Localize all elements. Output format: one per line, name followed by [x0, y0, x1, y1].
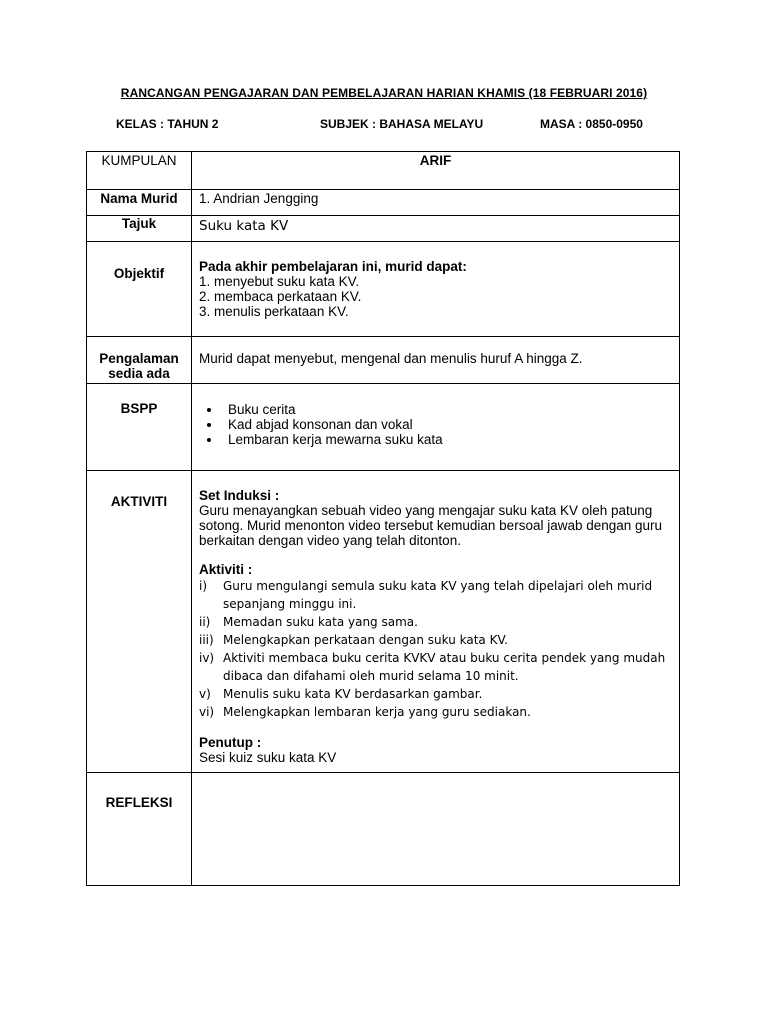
step-number: v) [199, 687, 211, 701]
step-text: Melengkapkan lembaran kerja yang guru sediakan. [223, 705, 531, 719]
kumpulan-label: KUMPULAN [87, 152, 192, 190]
step-text: Aktiviti membaca buku cerita KVKV atau buku cerita pendek yang mudah dibaca dan difahami oleh murid selama 10 minit. [223, 651, 666, 683]
pengalaman-label-line2: sedia ada [108, 366, 170, 381]
objektif-item: 2. membaca perkataan KV. [199, 289, 362, 304]
aktiviti-steps [199, 577, 671, 721]
bspp-value [192, 384, 680, 471]
aktiviti-step [199, 631, 671, 649]
bspp-label: BSPP [87, 384, 192, 471]
aktiviti-heading: Aktiviti : [199, 562, 253, 577]
pengalaman-value: Murid dapat menyebut, mengenal dan menulis huruf A hingga Z. [192, 337, 680, 384]
pengalaman-label-line1: Pengalaman [99, 351, 179, 366]
objektif-label: Objektif [87, 242, 192, 337]
nama-murid-label: Nama Murid [87, 190, 192, 216]
lesson-plan-table [86, 151, 680, 886]
objektif-item: 3. menulis perkataan KV. [199, 304, 349, 319]
step-text: Guru mengulangi semula suku kata KV yang telah dipelajari oleh murid sepanjang minggu ini. [223, 579, 653, 611]
step-number: ii) [199, 615, 211, 629]
aktiviti-value [192, 471, 680, 773]
row-bspp [87, 384, 680, 471]
bspp-item: • Kad abjad konsonan dan vokal [222, 417, 679, 432]
row-nama-murid [87, 190, 680, 216]
step-number: i) [199, 579, 208, 593]
aktiviti-step [199, 613, 671, 631]
row-tajuk [87, 216, 680, 242]
subjek-field: SUBJEK : BAHASA MELAYU [320, 117, 484, 131]
aktiviti-label: AKTIVITI [87, 471, 192, 773]
aktiviti-step [199, 703, 671, 721]
masa-field: MASA : 0850-0950 [540, 117, 643, 131]
aktiviti-step [199, 685, 671, 703]
bspp-list [192, 402, 679, 447]
row-aktiviti [87, 471, 680, 773]
bspp-item: • Buku cerita [222, 402, 679, 417]
step-number: vi) [199, 705, 215, 719]
refleksi-label: REFLEKSI [87, 773, 192, 886]
pengalaman-label [87, 337, 192, 384]
aktiviti-step [199, 649, 671, 685]
row-kumpulan [87, 152, 680, 190]
kelas-field: KELAS : TAHUN 2 [116, 117, 219, 131]
row-pengalaman [87, 337, 680, 384]
step-text: Melengkapkan perkataan dengan suku kata KV. [223, 633, 508, 647]
refleksi-value [192, 773, 680, 886]
objektif-value [192, 242, 680, 337]
step-number: iii) [199, 633, 214, 647]
objektif-intro: Pada akhir pembelajaran ini, murid dapat: [199, 259, 467, 274]
tajuk-label: Tajuk [87, 216, 192, 242]
set-induksi-heading: Set Induksi : [199, 488, 280, 503]
aktiviti-step [199, 577, 671, 613]
objektif-item: 1. menyebut suku kata KV. [199, 274, 360, 289]
nama-murid-value: 1. Andrian Jengging [192, 190, 680, 216]
step-text: Menulis suku kata KV berdasarkan gambar. [223, 687, 483, 701]
kumpulan-value: ARIF [192, 152, 680, 190]
document-title: RANCANGAN PENGAJARAN DAN PEMBELAJARAN HARIAN KHAMIS (18 FEBRUARI 2016) [120, 86, 648, 100]
row-refleksi [87, 773, 680, 886]
row-objektif [87, 242, 680, 337]
step-text: Memadan suku kata yang sama. [223, 615, 418, 629]
penutup-heading: Penutup : [199, 735, 262, 750]
tajuk-value: Suku kata KV [192, 216, 680, 242]
penutup-text: Sesi kuiz suku kata KV [199, 750, 337, 765]
step-number: iv) [199, 651, 215, 665]
set-induksi-text: Guru menayangkan sebuah video yang mengajar suku kata KV oleh patung sotong. Murid menonton video tersebut kemudian bersoal jawab dengan guru berkaitan dengan video yang telah ditonton. [199, 503, 663, 548]
bspp-item: • Lembaran kerja mewarna suku kata [222, 432, 679, 447]
